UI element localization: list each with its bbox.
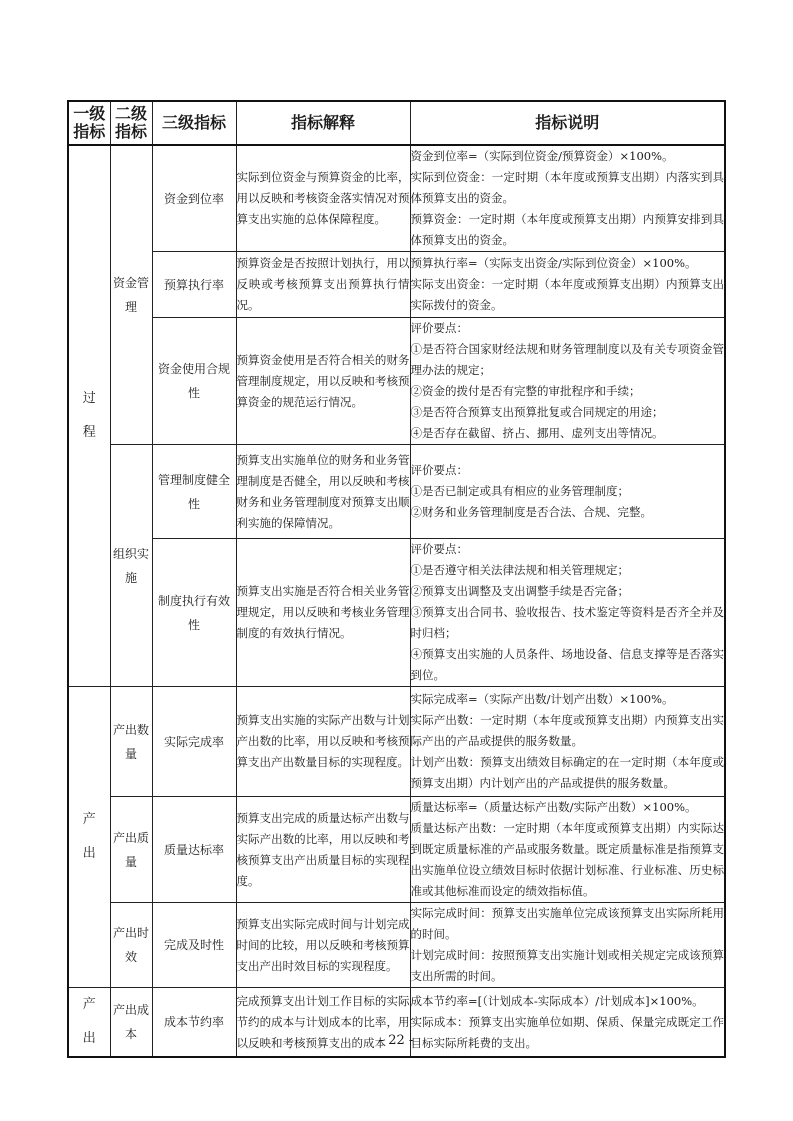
explanation-cell: 预算支出完成的质量达标产出数与实际产出数的比率，用以反映和考核预算支出产出质量目标的实现程度。 [236,797,410,903]
note-line: 资金到位率=（实际到位资金/预算资金）×100%。 [410,149,674,163]
level1-output [68,687,110,988]
note-line: 评价要点： [410,542,468,556]
level1-char: 程 [82,425,96,440]
table-row [68,252,725,318]
level3-cell: 资金到位率 [152,145,236,252]
table-row [68,145,725,252]
note-line: 实际到位资金：一定时期（本年度或预算支出期）内落实到具体预算支出的资金。 [410,170,724,205]
note-line: 评价要点： [410,321,468,335]
explanation-cell: 预算资金是否按照计划执行，用以反映或考核预算支出预算执行情况。 [236,252,410,318]
indicator-table [67,100,726,1058]
note-line: 计划完成时间：按照预算支出实施计划或相关规定完成该预算支出所需的时间。 [410,948,724,983]
note-line: 预算资金：一定时期（本年度或预算支出期）内预算安排到具体预算支出的资金。 [410,212,724,247]
note-line: ④是否存在截留、挤占、挪用、虚列支出等情况。 [410,426,664,440]
note-line: ④预算支出实施的人员条件、场地设备、信息支撑等是否落实到位。 [410,647,724,682]
level3-cell: 完成及时性 [152,903,236,988]
table-header-row [68,101,725,145]
level1-char: 出 [82,846,96,861]
explanation-cell: 预算支出实施是否符合相关业务管理规定，用以反映和考核业务管理制度的有效执行情况。 [236,539,410,687]
header-level3: 三级指标 [152,101,236,145]
notes-cell [410,145,725,252]
table-row [68,797,725,903]
note-line: 计划产出数：预算支出绩效目标确定的在一定时期（本年度或预算支出期）内计划产出的产品或提供的服务数量。 [410,755,724,790]
explanation-cell: 预算支出实施的实际产出数与计划产出数的比率，用以反映和考核预算支出产出数量目标的实现程度。 [236,687,410,797]
table-row [68,445,725,539]
note-line: ②财务和业务管理制度是否合法、合规、完整。 [410,505,652,519]
level3-cell: 预算执行率 [152,252,236,318]
level2-output-quality: 产出质量 [110,797,152,903]
note-line: 质量达标产出数：一定时期（本年度或预算支出期）内实际达到既定质量标准的产品或服务数量。既定质量标准是指预算支出实施单位设立绩效目标时依据计划标准、行业标准、历史标准或其他标准而设定的绩效指标值。 [410,821,724,898]
note-line: 实际支出资金：一定时期（本年度或预算支出期）内预算支出实际拨付的资金。 [410,277,724,312]
level1-char: 出 [82,1031,96,1046]
table-row [68,539,725,687]
level2-output-quantity: 产出数量 [110,687,152,797]
level2-organization: 组织实施 [110,445,152,687]
note-line: ②资金的拨付是否有完整的审批程序和手续； [410,384,641,398]
note-line: ③预算支出合同书、验收报告、技术鉴定等资料是否齐全并及时归档； [410,605,724,640]
notes-cell [410,252,725,318]
explanation-cell: 预算资金使用是否符合相关的财务管理制度规定，用以反映和考核预算资金的规范运行情况。 [236,318,410,445]
page-number: - 22 - [379,1033,414,1048]
level2-output-timeliness: 产出时效 [110,903,152,988]
level1-char: 产 [82,812,96,827]
level1-char: 过 [82,391,96,406]
note-line: ③是否符合预算支出预算批复或合同规定的用途； [410,405,664,419]
note-line: 质量达标率=（质量达标产出数/实际产出数）×100%。 [410,800,697,814]
note-line: ①是否遵守相关法律法规和相关管理规定； [410,563,629,577]
level1-process [68,145,110,687]
explanation-cell: 完成预算支出计划工作目标的实际节约的成本与计划成本的比率，用以反映和考核预算支出的成本 [236,988,410,1058]
note-line: 成本节约率=[（计划成本-实际成本）/计划成本]×100%。 [410,993,704,1008]
level1-char: 产 [82,997,96,1012]
level3-cell: 制度执行有效性 [152,539,236,687]
explanation-cell: 预算支出实施单位的财务和业务管理制度是否健全，用以反映和考核财务和业务管理制度对预算支出顺利实施的保障情况。 [236,445,410,539]
note-line: 评价要点： [410,463,468,477]
note-line: ①是否已制定或具有相应的业务管理制度； [410,484,629,498]
header-level2: 二级指标 [110,101,152,145]
level2-fund-management: 资金管理 [110,145,152,445]
notes-cell [410,797,725,903]
note-line: ②预算支出调整及支出调整手续是否完备； [410,584,629,598]
level3-cell: 实际完成率 [152,687,236,797]
note-line: 实际完成时间：预算支出实施单位完成该预算支出实际所耗用的时间。 [410,906,724,941]
level2-output-cost: 产出成本 [110,988,152,1058]
level3-cell: 管理制度健全性 [152,445,236,539]
notes-cell [410,445,725,539]
notes-cell [410,539,725,687]
table-row [68,318,725,445]
level3-cell: 质量达标率 [152,797,236,903]
notes-cell [410,903,725,988]
header-explanation: 指标解释 [236,101,410,145]
explanation-cell: 实际到位资金与预算资金的比率，用以反映和考核资金落实情况对预算支出实施的总体保障程度。 [236,145,410,252]
note-line: 预算执行率=（实际支出资金/实际到位资金）×100%。 [410,256,697,270]
header-level1: 一级指标 [68,101,110,145]
header-notes: 指标说明 [410,101,725,145]
notes-cell [410,687,725,797]
note-line: 实际成本：预算支出实施单位如期、保质、保量完成既定工作目标实际所耗费的支出。 [410,1014,724,1050]
table-row [68,687,725,797]
table-row [68,903,725,988]
note-line: 实际完成率=（实际产出数/计划产出数）×100%。 [410,692,674,706]
level3-cell: 资金使用合规性 [152,318,236,445]
level3-cell: 成本节约率 [152,988,236,1058]
note-line: ①是否符合国家财经法规和财务管理制度以及有关专项资金管理办法的规定； [410,342,724,377]
note-line: 实际产出数：一定时期（本年度或预算支出期）内预算支出实际产出的产品或提供的服务数量。 [410,713,724,748]
explanation-cell: 预算支出实际完成时间与计划完成时间的比较，用以反映和考核预算支出产出时效目标的实现程度。 [236,903,410,988]
notes-cell [410,318,725,445]
